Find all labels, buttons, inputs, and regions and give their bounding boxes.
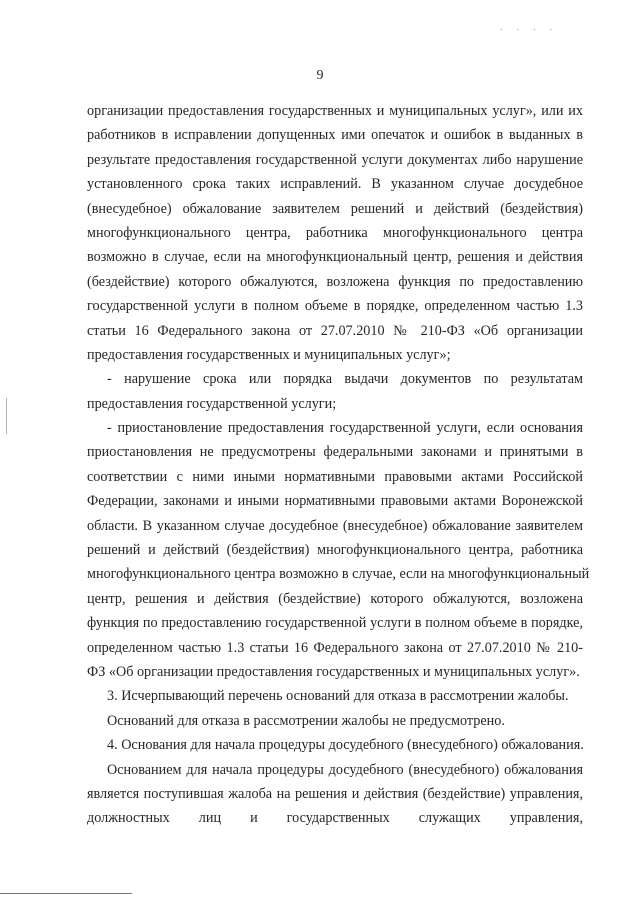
corner-marks: . . . . [500, 22, 558, 32]
text-line: предоставления государственных и муниципальных услуг»; [87, 346, 451, 363]
text-line: Федерации, законами и иными нормативными правовыми актами Воронежской [87, 493, 583, 510]
text-line: - нарушение срока или порядка выдачи документов по результатам [107, 371, 583, 388]
text-line: установленного срока таких исправлений. В указанном случае досудебное [87, 176, 583, 193]
text-line: соответствии с ними иными нормативными правовыми актами Российской [87, 468, 583, 485]
text-line: 4. Основания для начала процедуры досудебного (внесудебного) обжалования. [107, 737, 584, 754]
text-line: государственной услуги в полном объеме в порядке, определенном частью 1.3 [87, 298, 583, 315]
margin-mark [6, 398, 7, 434]
text-line: центр, решения и действия (бездействие) которого обжалуются, возложена [87, 590, 583, 607]
text-line: (бездействие) которого обжалуются, возложена функция по предоставлению [87, 273, 583, 290]
text-line: определенном частью 1.3 статьи 16 Федерального закона от 27.07.2010 № 210- [87, 639, 583, 656]
text-line: решений и действий (бездействия) многофункционального центра, работника [87, 542, 583, 559]
page-number: 9 [316, 68, 324, 83]
footer-rule [0, 893, 132, 894]
text-line: статьи 16 Федерального закона от 27.07.2010 № 210-ФЗ «Об организации [87, 322, 583, 339]
text-line: Основанием для начала процедуры досудебного (внесудебного) обжалования [107, 761, 583, 778]
text-line: приостановления не предусмотрены федеральными законами и принятыми в [87, 444, 583, 461]
text-line: является поступившая жалоба на решения и действия (бездействие) управления, [87, 785, 583, 802]
text-line: результате предоставления государственной услуги документах либо нарушение [87, 151, 583, 168]
text-line: (внесудебное) обжалование заявителем решений и действий (бездействия) [87, 200, 583, 217]
text-line: многофункционального центра возможно в случае, если на многофункциональный [87, 566, 590, 583]
text-line: Оснований для отказа в рассмотрении жалобы не предусмотрено. [107, 712, 505, 729]
text-line: возможно в случае, если на многофункциональный центр, решения и действия [87, 249, 583, 266]
text-line: функция по предоставлению государственной услуги в полном объеме в порядке, [87, 615, 583, 632]
text-line: работников в исправлении допущенных ими опечаток и ошибок в выданных в [87, 127, 583, 144]
text-line: организации предоставления государственных и муниципальных услуг», или их [87, 103, 583, 119]
text-line: области. В указанном случае досудебное (внесудебное) обжалование заявителем [87, 517, 583, 534]
text-line: 3. Исчерпывающий перечень оснований для отказа в рассмотрении жалобы. [107, 688, 569, 705]
text-line: должностных лиц и государственных служащих управления, [87, 810, 583, 827]
text-line: предоставления государственной услуги; [87, 395, 337, 412]
text-line: многофункционального центра, работника многофункционального центра [87, 224, 583, 241]
text-line: - приостановление предоставления государственной услуги, если основания [107, 420, 583, 437]
text-line: ФЗ «Об организации предоставления государственных и муниципальных услуг». [87, 663, 580, 680]
body-text [87, 99, 590, 831]
